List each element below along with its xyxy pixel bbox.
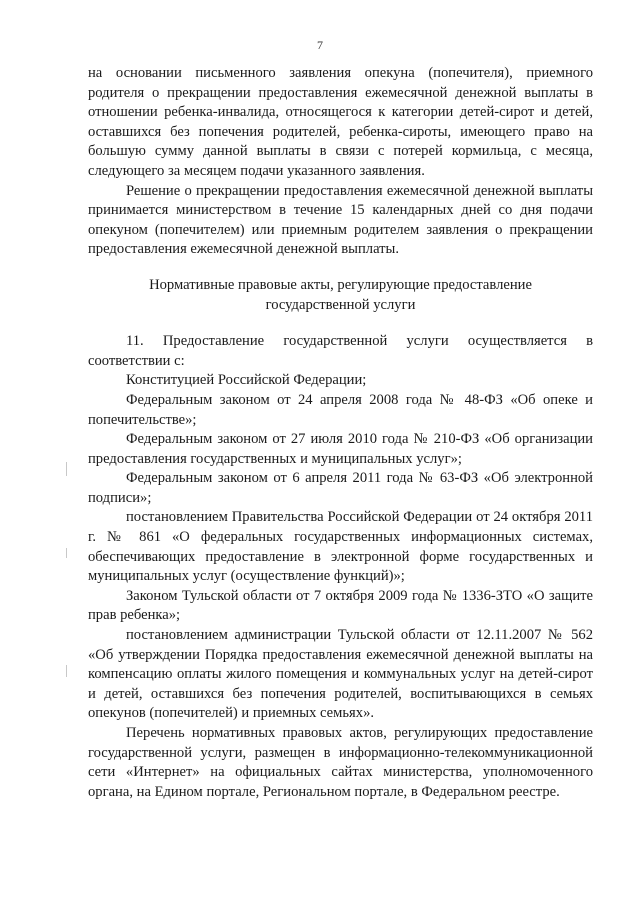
legal-act-562: постановлением администрации Тульской области от 12.11.2007 № 562 «Об утверждении Порядка предоставления ежемесячной денежной выплаты на компенсацию оплаты жилого помещения и коммунальных услуг на детей-сирот и детей, оставшихся без попечения родителей, воспитывающихся в семьях опекунов (попечителей) и приемных семьях».	[88, 627, 593, 722]
margin-mark	[66, 665, 67, 677]
legal-act-constitution: Конституцией Российской Федерации;	[126, 372, 367, 389]
paragraph-list-publication: Перечень нормативных правовых актов, регулирующих предоставление государственной услуги, размещен в информационно-телекоммуникационной сети «Интернет» на официальных сайтах министерства, уполномоченного органа, на Едином портале, Региональном портале, в Федеральном реестре.	[88, 725, 593, 800]
legal-act-861: постановлением Правительства Российской Федерации от 24 октября 2011 г. № 861 «О федеральных государственных информационных системах, обеспечивающих предоставление в электронной форме государственных и муниципальных услуг (осуществление функций)»;	[88, 509, 593, 585]
legal-act-1336zto: Законом Тульской области от 7 октября 2009 года № 1336-ЗТО «О защите прав ребенка»;	[88, 587, 593, 624]
legal-act-210fz: Федеральным законом от 27 июля 2010 года № 210-ФЗ «Об организации предоставления государственных и муниципальных услуг»;	[88, 431, 593, 467]
legal-act-63fz: Федеральным законом от 6 апреля 2011 года № 63-ФЗ «Об электронной подписи»;	[88, 470, 593, 506]
legal-act-48fz: Федеральным законом от 24 апреля 2008 года № 48-ФЗ «Об опеке и попечительстве»;	[88, 391, 593, 428]
document-body	[88, 64, 593, 802]
paragraph-continuation: на основании письменного заявления опекуна (попечителя), приемного родителя о прекращении предоставления ежемесячной денежной выплаты в отношении ребенка-инвалида, относящегося к категории детей-сирот и детей, оставшихся без попечения родителей, ребенка-сироты, имеющего право на большую сумму данной выплаты в связи с потерей кормильца, с месяца, следующего за месяцем подачи указанного заявления.	[88, 65, 593, 179]
page-number: 7	[317, 38, 323, 52]
margin-mark	[66, 548, 67, 558]
paragraph-item-11: 11. Предоставление государственной услуги осуществляется в соответствии с:	[88, 333, 593, 369]
margin-mark	[66, 462, 67, 476]
section-heading-line-1: Нормативные правовые акты, регулирующие предоставление	[149, 276, 532, 293]
paragraph-decision: Решение о прекращении предоставления ежемесячной денежной выплаты принимается министерством в течение 15 календарных дней со дня подачи опекуном (попечителем) или приемным родителем заявления о прекращении предоставления ежемесячной денежной выплаты.	[88, 182, 593, 258]
section-heading-line-2: государственной услуги	[265, 296, 416, 313]
